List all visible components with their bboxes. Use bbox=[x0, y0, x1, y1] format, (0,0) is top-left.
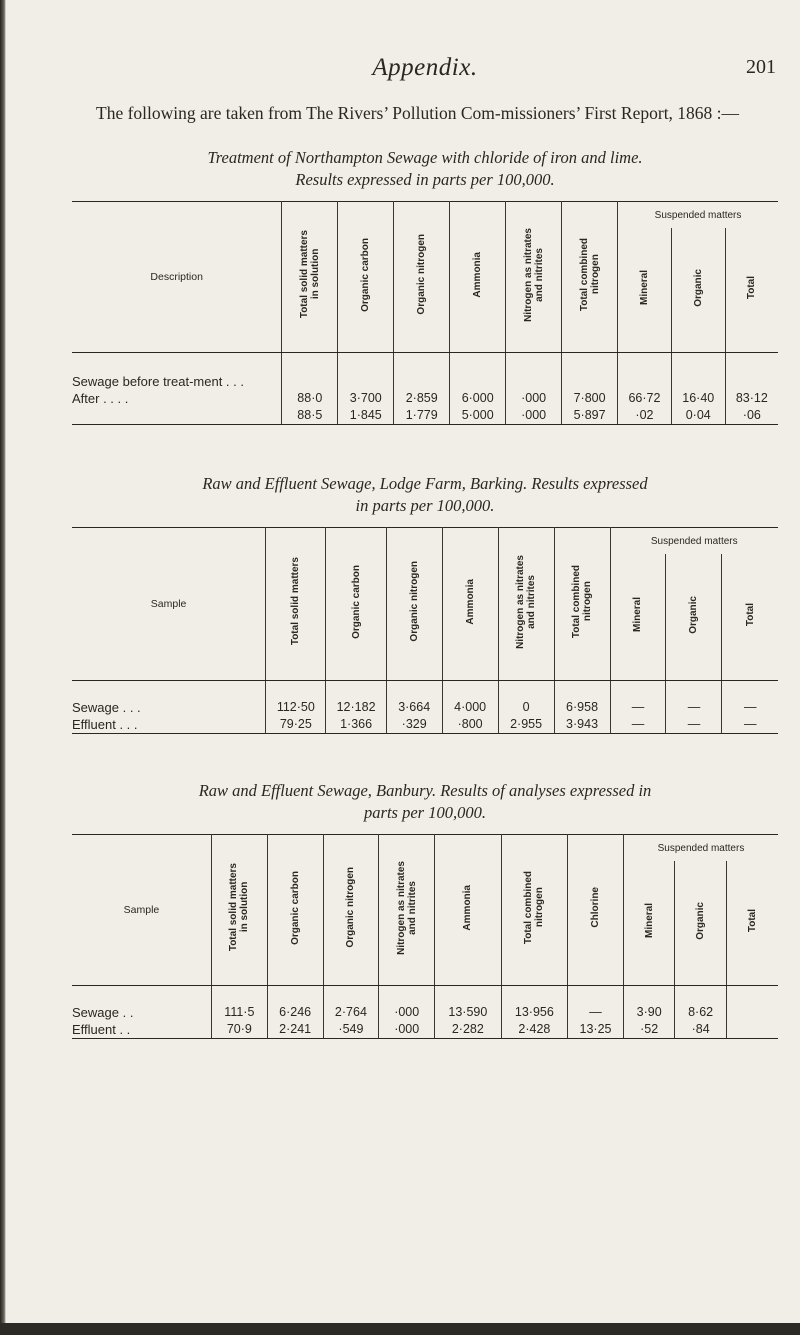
organic-carbon-cell bbox=[338, 353, 394, 425]
nitrogen-nitrates-header-text: Nitrogen as nitrates and nitrites bbox=[522, 227, 545, 322]
total-combined-nitrogen-cell bbox=[554, 681, 610, 734]
total-header-text: Total bbox=[744, 603, 756, 627]
total-cell bbox=[722, 681, 778, 734]
cell-value: ·84 bbox=[691, 1022, 710, 1036]
cell-value: ·000 bbox=[521, 408, 547, 422]
total-solid-header bbox=[266, 528, 326, 681]
row-label: Sewage . . . bbox=[72, 700, 141, 715]
ammonia-header bbox=[435, 835, 502, 986]
table3-caption-line1: Raw and Effluent Sewage, Banbury. Results of analyses expressed in bbox=[198, 781, 652, 800]
cell-value: 83·12 bbox=[735, 391, 768, 405]
suspended-matters-header: Suspended matters bbox=[610, 528, 778, 555]
cell-value: 2·241 bbox=[279, 1022, 312, 1036]
table1-caption-line1: Treatment of Northampton Sewage with chloride of iron and lime. bbox=[207, 148, 643, 167]
organic-nitrogen-cell bbox=[394, 353, 450, 425]
organic-nitrogen-cell bbox=[323, 986, 379, 1039]
cell-value: 3·664 bbox=[398, 700, 431, 714]
table3-caption bbox=[72, 780, 778, 824]
mineral-cell bbox=[623, 986, 674, 1039]
organic-cell bbox=[666, 681, 722, 734]
cell-value: 8·62 bbox=[688, 1005, 714, 1019]
total-header bbox=[722, 554, 778, 680]
cell-value: ·000 bbox=[521, 391, 547, 405]
ammonia-cell bbox=[442, 681, 498, 734]
chlorine-header bbox=[568, 835, 624, 986]
row-labels bbox=[72, 681, 266, 734]
description-header: Description bbox=[72, 202, 282, 353]
total-solid-cell bbox=[211, 986, 267, 1039]
total-combined-nitrogen-header bbox=[554, 528, 610, 681]
cell-value: 5·000 bbox=[461, 408, 494, 422]
chlorine-cell bbox=[568, 986, 624, 1039]
organic-carbon-header-text: Organic carbon bbox=[289, 870, 301, 945]
cell-value: — bbox=[631, 700, 645, 714]
table1-caption bbox=[72, 147, 778, 191]
total-solid-cell bbox=[266, 681, 326, 734]
table1-wrapper bbox=[72, 201, 778, 425]
ammonia-cell bbox=[435, 986, 502, 1039]
cell-value: ·329 bbox=[401, 717, 427, 731]
organic-header bbox=[675, 861, 726, 986]
organic-nitrogen-header bbox=[323, 835, 379, 986]
cell-value: 13·956 bbox=[514, 1005, 554, 1019]
chlorine-header-text: Chlorine bbox=[590, 887, 602, 928]
cell-value: 2·282 bbox=[451, 1022, 484, 1036]
row-labels bbox=[72, 986, 211, 1039]
sample-header: Sample bbox=[72, 528, 266, 681]
total-solid-header-text: Total solid matters bbox=[290, 557, 302, 646]
northampton-table bbox=[72, 201, 778, 425]
nitrogen-nitrates-header bbox=[506, 202, 562, 353]
organic-carbon-header bbox=[338, 202, 394, 353]
mineral-header bbox=[610, 554, 666, 680]
cell-value: — bbox=[589, 1005, 602, 1019]
total-combined-nitrogen-header bbox=[562, 202, 618, 353]
mineral-header bbox=[623, 861, 674, 986]
cell-value: 0 bbox=[522, 700, 530, 714]
cell-value: 70·9 bbox=[226, 1022, 252, 1036]
total-solid-header-text: Total solid matters in solution bbox=[298, 230, 321, 319]
organic-nitrogen-header bbox=[386, 528, 442, 681]
cell-value: 16·40 bbox=[682, 391, 715, 405]
ammonia-cell bbox=[450, 353, 506, 425]
row-label: Sewage . . bbox=[72, 1005, 134, 1020]
barking-table bbox=[72, 527, 778, 734]
cell-value: 2·859 bbox=[405, 391, 438, 405]
sample-header: Sample bbox=[72, 835, 211, 986]
cell-value: 13·25 bbox=[579, 1022, 612, 1036]
cell-value: 13·590 bbox=[448, 1005, 488, 1019]
mineral-header-text: Mineral bbox=[638, 269, 650, 305]
total-combined-nitrogen-header-text: Total combined nitrogen bbox=[571, 564, 594, 639]
ammonia-header-text: Ammonia bbox=[472, 251, 484, 298]
running-title: Appendix. bbox=[372, 54, 478, 81]
organic-nitrogen-header-text: Organic nitrogen bbox=[408, 561, 420, 642]
cell-value: 111·5 bbox=[224, 1005, 255, 1019]
mineral-header-text: Mineral bbox=[632, 597, 644, 633]
nitrogen-nitrates-header bbox=[498, 528, 554, 681]
cell-value: 88·5 bbox=[297, 408, 323, 422]
cell-value: — bbox=[687, 700, 701, 714]
row-labels bbox=[72, 353, 282, 425]
organic-carbon-header-text: Organic carbon bbox=[350, 564, 362, 639]
suspended-matters-header: Suspended matters bbox=[618, 202, 778, 229]
organic-header bbox=[671, 228, 725, 353]
total-cell bbox=[725, 353, 778, 425]
cell-value: 6·000 bbox=[461, 391, 494, 405]
row-label: After . . . . bbox=[72, 391, 129, 406]
organic-nitrogen-header-text: Organic nitrogen bbox=[345, 867, 357, 948]
cell-value: 88·0 bbox=[297, 391, 323, 405]
mineral-header-text: Mineral bbox=[643, 902, 655, 938]
table3-wrapper bbox=[72, 834, 778, 1039]
cell-value: — bbox=[743, 700, 757, 714]
mineral-cell bbox=[610, 681, 666, 734]
organic-carbon-header bbox=[326, 528, 386, 681]
table2-caption-line2: in parts per 100,000. bbox=[355, 496, 495, 515]
mineral-cell bbox=[618, 353, 672, 425]
nitrogen-nitrates-header-text: Nitrogen as nitrates and nitrites bbox=[395, 860, 418, 955]
ammonia-header bbox=[450, 202, 506, 353]
total-combined-nitrogen-cell bbox=[501, 986, 568, 1039]
cell-value: 3·700 bbox=[349, 391, 382, 405]
nitrogen-nitrates-cell bbox=[506, 353, 562, 425]
cell-value: 0·04 bbox=[685, 408, 711, 422]
organic-nitrogen-header-text: Organic nitrogen bbox=[416, 234, 428, 315]
organic-carbon-header bbox=[267, 835, 323, 986]
organic-cell bbox=[675, 986, 726, 1039]
nitrogen-nitrates-header-text: Nitrogen as nitrates and nitrites bbox=[515, 554, 538, 649]
banbury-table bbox=[72, 834, 778, 1039]
cell-value: 3·943 bbox=[566, 717, 599, 731]
cell-value: ·549 bbox=[338, 1022, 364, 1036]
organic-carbon-header-text: Organic carbon bbox=[360, 237, 372, 312]
cell-value: 1·845 bbox=[349, 408, 382, 422]
organic-header bbox=[666, 554, 722, 680]
cell-value: 1·366 bbox=[340, 717, 373, 731]
cell-value: 6·958 bbox=[566, 700, 599, 714]
cell-value: — bbox=[631, 717, 645, 731]
cell-value: 3·90 bbox=[636, 1005, 662, 1019]
total-solid-header bbox=[211, 835, 267, 986]
total-header-text: Total bbox=[746, 275, 758, 300]
table1-caption-line2: Results expressed in parts per 100,000. bbox=[295, 170, 555, 189]
row-label: Sewage before treat-ment . . . bbox=[72, 374, 244, 389]
ammonia-header bbox=[442, 528, 498, 681]
cell-value: 66·72 bbox=[628, 391, 661, 405]
organic-nitrogen-cell bbox=[386, 681, 442, 734]
total-combined-nitrogen-cell bbox=[562, 353, 618, 425]
cell-value: ·02 bbox=[635, 408, 654, 422]
total-header bbox=[726, 861, 778, 986]
row-label: Effluent . . . bbox=[72, 717, 138, 732]
table2-caption bbox=[72, 473, 778, 517]
suspended-matters-header: Suspended matters bbox=[623, 835, 778, 862]
cell-value: — bbox=[687, 717, 701, 731]
cell-value: ·06 bbox=[742, 408, 761, 422]
total-combined-nitrogen-header-text: Total combined nitrogen bbox=[523, 870, 546, 945]
book-gutter-shadow bbox=[0, 0, 6, 1335]
total-combined-nitrogen-header bbox=[501, 835, 568, 986]
total-header bbox=[725, 228, 778, 353]
page-number: 201 bbox=[746, 56, 776, 78]
table2-caption-line1: Raw and Effluent Sewage, Lodge Farm, Barking. Results expressed bbox=[202, 474, 648, 493]
cell-value: — bbox=[743, 717, 757, 731]
nitrogen-nitrates-cell bbox=[498, 681, 554, 734]
scan-bottom-edge bbox=[0, 1323, 800, 1335]
table2-wrapper bbox=[72, 527, 778, 734]
total-header-text: Total bbox=[746, 908, 758, 933]
intro-paragraph: The following are taken from The Rivers’ Pollution Com-missioners’ First Report, 1868 :— bbox=[96, 103, 740, 123]
organic-cell bbox=[671, 353, 725, 425]
running-head bbox=[72, 54, 778, 88]
table-row bbox=[72, 353, 778, 425]
cell-value: 5·897 bbox=[573, 408, 606, 422]
cell-value: 112·50 bbox=[276, 700, 315, 714]
table-row bbox=[72, 681, 778, 734]
mineral-header bbox=[618, 228, 672, 353]
cell-value: ·52 bbox=[640, 1022, 659, 1036]
total-combined-nitrogen-header-text: Total combined nitrogen bbox=[578, 237, 601, 312]
cell-value: 12·182 bbox=[336, 700, 376, 714]
total-solid-cell bbox=[282, 353, 338, 425]
cell-value: 1·779 bbox=[405, 408, 438, 422]
table-row bbox=[72, 986, 778, 1039]
organic-carbon-cell bbox=[326, 681, 386, 734]
organic-nitrogen-header bbox=[394, 202, 450, 353]
total-cell bbox=[726, 986, 778, 1039]
cell-value: 4·000 bbox=[454, 700, 487, 714]
organic-carbon-cell bbox=[267, 986, 323, 1039]
row-label: Effluent . . bbox=[72, 1022, 131, 1037]
book-page bbox=[72, 0, 778, 1039]
organic-header-text: Organic bbox=[695, 901, 707, 940]
nitrogen-nitrates-header bbox=[379, 835, 435, 986]
cell-value: 79·25 bbox=[279, 717, 312, 731]
cell-value: 7·800 bbox=[573, 391, 606, 405]
cell-value: 2·955 bbox=[510, 717, 543, 731]
organic-header-text: Organic bbox=[692, 268, 704, 307]
cell-value: 6·246 bbox=[279, 1005, 312, 1019]
cell-value: 2·764 bbox=[334, 1005, 367, 1019]
cell-value: ·000 bbox=[394, 1005, 420, 1019]
total-solid-header-text: Total solid matters in solution bbox=[228, 863, 251, 952]
organic-header-text: Organic bbox=[688, 595, 700, 634]
cell-value: 2·428 bbox=[518, 1022, 551, 1036]
table3-caption-line2: parts per 100,000. bbox=[364, 803, 486, 822]
ammonia-header-text: Ammonia bbox=[464, 578, 476, 625]
ammonia-header-text: Ammonia bbox=[462, 884, 474, 931]
cell-value: ·800 bbox=[457, 717, 483, 731]
total-solid-header bbox=[282, 202, 338, 353]
cell-value: ·000 bbox=[394, 1022, 420, 1036]
nitrogen-nitrates-cell bbox=[379, 986, 435, 1039]
